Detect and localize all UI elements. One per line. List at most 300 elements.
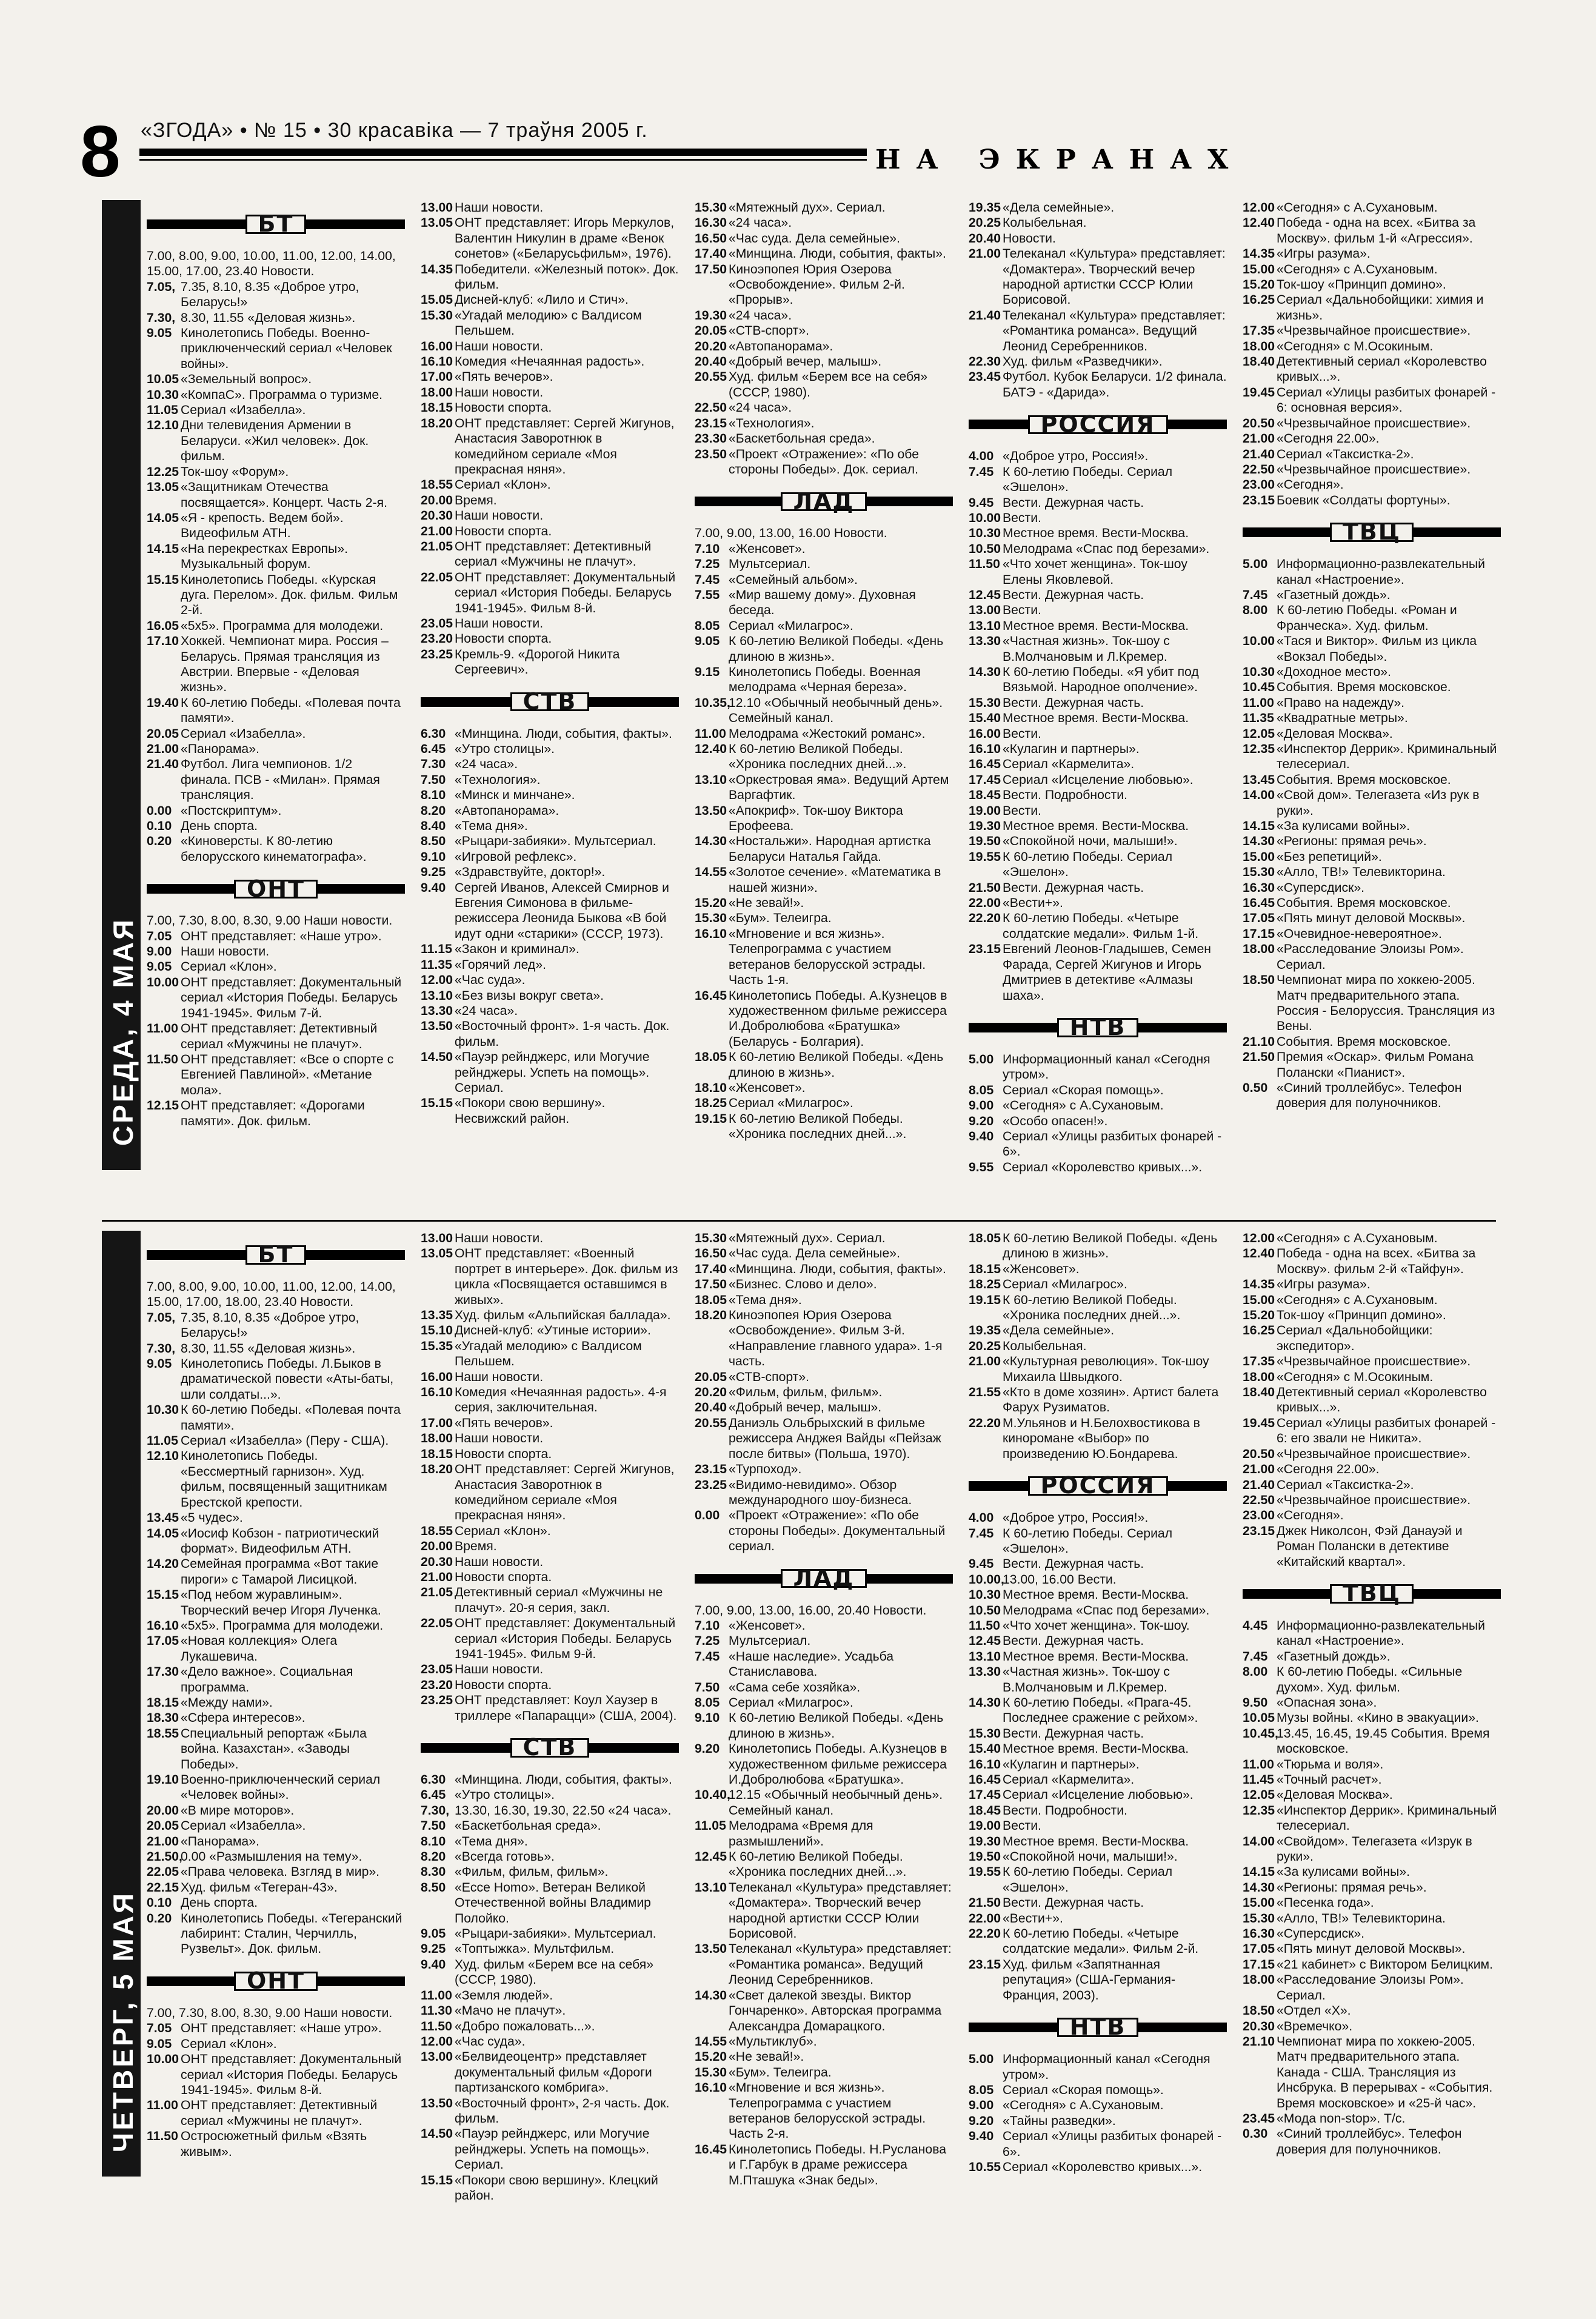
program-entry [1243,477,1501,492]
program-title: Евгений Леонов-Гладышев, Семен Фарада, Сергей Жигунов и Игорь Дмитриев в детективе «Алмазы шаха». [1003,942,1211,1003]
program-time: 6.45 [421,1788,446,1802]
program-entry [421,1003,679,1019]
program-title: Сериал «Улицы разбитых фонарей - 6: основная версия». [1277,385,1496,415]
program-time: 12.00 [421,973,453,988]
program-title: «Сегодня» с А.Сухановым. [1277,1293,1438,1307]
channel-logo [969,1467,1227,1505]
program-title: «Чрезвычайное происшествие». [1277,1447,1471,1461]
program-entry [421,1678,679,1693]
channel-logo [147,205,405,244]
program-title: «Сфера интересов». [181,1711,306,1725]
program-time: 23.05 [421,1662,453,1677]
program-time: 19.50 [969,1850,1001,1864]
program-entry [1243,1710,1501,1725]
program-title: Кинолетопись Победы. Военно-приключенческий сериал «Человек войны». [181,326,392,371]
program-entry [1243,1618,1501,1649]
program-time: 18.55 [147,1726,179,1741]
program-entry [147,1052,405,1098]
program-entry [421,1693,679,1724]
program-title: ОНТ представляет: «Все о спорте с Евгенией Павлиной». «Метание мола». [181,1052,394,1097]
program-time: 22.50 [695,401,727,415]
program-entry [1243,2019,1501,2034]
program-entry [147,803,405,818]
program-entry [969,587,1227,603]
program-entry [695,1649,953,1680]
program-time: 0.10 [147,819,172,834]
program-time: 23.15 [969,1957,1001,1972]
program-time: 20.50 [1243,1447,1275,1461]
program-time: 20.55 [695,1416,727,1430]
program-title: День спорта. [181,1896,258,1910]
program-title: К 60-летию Победы. «Сильные духом». Худ. фильм. [1277,1665,1463,1695]
program-entry [695,895,953,911]
program-title: Местное время. Вести-Москва. [1003,526,1189,541]
program-entry [147,695,405,726]
program-title: «КомпаС». Программа о туризме. [181,387,383,402]
program-time: 16.00 [421,339,453,353]
program-time: 12.05 [1243,726,1275,741]
program-time: 11.00 [147,1022,178,1036]
program-time: 15.30 [695,911,727,926]
program-entry [421,957,679,972]
program-title: «Что хочет женщина». Ток-шоу. [1003,1618,1190,1633]
program-title: Местное время. Вести-Москва. [1003,1649,1189,1664]
program-time: 20.05 [695,1370,727,1384]
program-title: Сериал «Скорая помощь». [1003,2083,1164,2097]
program-time: 13.00 [421,1231,453,1245]
program-entry [695,1308,953,1370]
program-entry [147,1310,405,1341]
program-title: События. Время московское. [1277,772,1451,787]
program-time: 5.00 [969,2052,994,2067]
program-title: «За кулисами войны». [1277,1865,1410,1879]
program-time: 21.50 [969,880,1001,895]
program-title: «24 часа». [729,401,792,415]
program-title: Сериал «Королевство кривых...». [1003,1160,1203,1174]
program-title: Информационный канал «Сегодня утром». [1003,1052,1210,1082]
program-entry [147,1448,405,1510]
program-time: 21.05 [421,1585,453,1600]
program-entry [147,1098,405,1129]
program-time: 11.50 [147,1052,178,1066]
program-time: 17.15 [1243,1957,1275,1972]
program-title: «Мультиклуб». [729,2034,817,2049]
program-time: 9.45 [969,495,994,510]
program-time: 7.10 [695,1618,720,1633]
program-time: 14.55 [695,865,727,880]
program-title: «Сегодня» с М.Осокиным. [1277,339,1434,353]
program-time: 13.30 [421,1003,453,1018]
program-entry [147,929,405,944]
program-entry [695,1508,953,1554]
program-entry [1243,1649,1501,1664]
program-time: 10.45, [1243,1726,1278,1741]
program-title: «Квадратные метры». [1277,711,1408,726]
program-entry [1243,1787,1501,1802]
program-time: 23.25 [421,647,453,661]
program-entry [969,1957,1227,2003]
program-time: 10.40, [695,1788,730,1802]
program-entry [147,1510,405,1525]
program-time: 20.25 [969,216,1001,230]
program-time: 16.25 [1243,293,1275,307]
program-entry [421,772,679,788]
program-entry [695,447,953,478]
program-time: 11.00 [147,2098,178,2113]
program-title: Колыбельная. [1003,1339,1087,1353]
program-time: 14.20 [147,1557,179,1571]
program-time: 7.45 [1243,1649,1268,1664]
program-entry [1243,1880,1501,1895]
program-entry [421,2034,679,2049]
program-time: 13.10 [421,988,453,1003]
day-block-wednesday [147,200,1504,1175]
program-time: 4.00 [969,1511,994,1525]
program-time: 10.00 [1243,634,1275,649]
program-time: 21.00 [147,1834,179,1849]
program-entry [695,2034,953,2049]
program-title: Вести. Дежурная часть. [1003,1896,1144,1910]
program-title: «Пять минут деловой Москвы». [1277,911,1466,926]
program-entry [147,1849,405,1864]
program-time: 7.30, [147,1341,176,1356]
program-time: 10.30 [969,526,1001,541]
program-title: «Сегодня» с М.Осокиным. [1277,1370,1434,1384]
program-title: «Тема дня». [455,819,528,834]
program-time: 23.45 [1243,2111,1275,2126]
program-entry [1243,1957,1501,1972]
program-time: 23.45 [969,370,1001,384]
program-title: К 60-летию Великой Победы. «Хроника последних дней...». [729,1850,907,1879]
program-time: 18.05 [695,1293,727,1307]
program-entry [421,1524,679,1539]
program-title: Вести. [1003,510,1041,525]
program-time: 21.00 [1243,432,1275,446]
program-time: 16.10 [695,2081,727,2095]
program-time: 16.10 [695,926,727,941]
program-entry [1243,772,1501,788]
program-time: 8.10 [421,1834,446,1849]
program-title: «Дела семейные». [1003,201,1115,215]
program-title: Колыбельная. [1003,216,1087,230]
program-time: 14.00 [1243,1834,1275,1849]
program-time: 13.50 [421,2096,453,2110]
program-time: 22.00 [969,896,1001,911]
program-title: «Оркестровая яма». Ведущий Артем Варгафтик. [729,772,949,803]
program-entry [695,1988,953,2034]
program-title: М.Ульянов и Н.Белохвостикова в киноромане «Выбор» по произведению Ю.Бондарева. [1003,1416,1200,1461]
program-time: 15.35 [421,1339,453,1353]
program-entry [147,418,405,464]
program-title: Детективный сериал «Королевство кривых...». [1277,1385,1487,1415]
program-title: «Покори свою вершину». Несвижский район. [455,1096,606,1126]
channel-logo [969,1008,1227,1047]
program-title: События. Время московское. [1277,896,1451,911]
program-time: 19.00 [969,803,1001,818]
program-entry [421,1049,679,1096]
program-entry [1243,634,1501,664]
program-time: 10.30 [969,1588,1001,1602]
channel-logo [421,683,679,721]
program-time: 19.15 [695,1111,727,1126]
program-time: 7.50 [421,1819,446,1833]
program-entry [421,308,679,339]
channel-name: ЛАД [781,492,867,511]
program-title: «Панорама». [181,742,259,756]
program-time: 21.10 [1243,1034,1275,1049]
program-time: 7.45 [969,464,994,479]
program-entry [1243,1293,1501,1308]
program-entry [969,1354,1227,1385]
program-title: Кинолетопись Победы. Н.Русланова и Г.Гарбук в драме режиссера М.Пташука «Знак беды». [729,2142,947,2187]
program-title: Вести. Дежурная часть. [1003,1557,1144,1571]
program-entry [147,1911,405,1957]
program-title: К 60-летию Победы. «Я убит под Вязьмой. Народное ополчение». [1003,664,1199,695]
program-time: 21.10 [1243,2034,1275,2049]
program-entry [695,1262,953,1277]
program-entry [695,1880,953,1942]
program-entry [695,339,953,354]
channel-logo [147,1962,405,2001]
program-title: 7.35, 8.10, 8.35 «Доброе утро, Беларусь!» [181,1310,359,1340]
program-title: Ток-шоу «Форум». [181,464,289,479]
program-title: «Права человека. Взгляд в мир». [181,1865,380,1879]
program-entry [1243,2111,1501,2126]
program-title: К 60-летию Победы. «Прага-45. Последнее сражение с рейхом». [1003,1695,1198,1725]
program-title: «Суперсдиск». [1277,1927,1365,1941]
program-title: «Отдел «Х». [1277,2004,1351,2018]
program-time: 20.40 [695,1400,727,1415]
program-entry [147,834,405,865]
program-entry [969,510,1227,526]
program-entry [421,2126,679,2172]
program-title: «На перекрестках Европы». Музыкальный форум. [181,541,349,572]
program-time: 18.40 [1243,355,1275,369]
program-title: 0.00 «Размышления на тему». [181,1850,362,1864]
program-time: 18.30 [147,1711,179,1725]
program-time: 12.10 [147,418,179,433]
program-title: Мелодрама «Спас под березами». [1003,541,1210,556]
program-entry [147,510,405,541]
program-entry [695,911,953,926]
program-entry [1243,1049,1501,1080]
program-title: «Закон и криминал». [455,942,579,957]
program-time: 14.15 [1243,819,1275,834]
program-entry [147,2098,405,2129]
program-entry [969,1277,1227,1292]
program-entry [1243,711,1501,726]
program-title: «Ecce Homo». Ветеран Великой Отечественной войны Владимир Полойко. [455,1880,651,1926]
program-title: «Кулагин и партнеры». [1003,742,1140,756]
program-entry [969,788,1227,803]
program-entry [969,818,1227,834]
channel-logo [147,1236,405,1274]
program-title: «Баскетбольная среда». [729,432,875,446]
program-title: «Игры разума». [1277,247,1371,261]
program-time: 15.20 [695,896,727,911]
program-title: «Бум». Телеигра. [729,2065,832,2080]
program-title: Кинолетопись Победы. Военная мелодрама «Черная береза». [729,664,921,695]
program-time: 11.50 [147,2129,178,2144]
program-title: ОНТ представляет: Коул Хаузер в триллере «Папарацци» (США, 2004). [455,1693,677,1723]
program-title: Сергей Иванов, Алексей Смирнов и Евгения Симонова в фильме-режиссера Леонида Быкова «В бой идут одни «старики» (СССР, 1973). [455,880,670,941]
program-entry [695,1049,953,1080]
program-time: 14.50 [421,1050,453,1065]
channel-name: ЛАД [781,1569,867,1588]
program-entry [695,308,953,323]
program-entry [421,1818,679,1833]
program-title: «Фильм, фильм, фильм». [729,1385,883,1400]
program-time: 16.00 [969,726,1001,741]
program-time: 5.00 [969,1052,994,1066]
program-title: «Женсовет». [729,1080,806,1095]
program-entry [1243,277,1501,292]
program-title: Победители. «Железный поток». Док. фильм. [455,262,679,292]
program-title: Комедия «Нечаянная радость». 4-я серия, заключительная. [455,1385,667,1415]
program-time: 16.00 [421,1370,453,1384]
program-time: 14.15 [1243,1865,1275,1879]
program-entry [969,772,1227,788]
program-title: «СТВ-спорт». [729,1370,810,1384]
program-entry [969,369,1227,400]
program-entry [1243,695,1501,711]
program-entry [1243,1462,1501,1477]
program-entry [1243,1370,1501,1385]
program-title: «Игры разума». [1277,1277,1371,1292]
program-entry [147,944,405,959]
program-title: «Право на надежду». [1277,695,1405,710]
program-time: 17.05 [147,1634,179,1648]
program-entry [421,1447,679,1462]
program-entry [969,664,1227,695]
program-entry [421,1941,679,1956]
program-entry [969,834,1227,849]
program-title: Вести. Дежурная часть. [1003,1634,1144,1648]
program-time: 17.50 [695,262,727,276]
program-time: 12.40 [1243,216,1275,230]
program-time: 11.00 [421,1988,452,2003]
program-entry [969,1834,1227,1849]
program-entry [695,416,953,431]
program-title: «Тема дня». [729,1293,802,1307]
program-time: 20.05 [695,324,727,338]
program-title: «Мачо не плачут». [455,2004,566,2018]
program-entry [695,431,953,446]
program-time: 17.05 [1243,1942,1275,1956]
channel-name: РОССИЯ [1028,1476,1168,1495]
program-entry [969,1618,1227,1633]
program-time: 17.45 [969,772,1001,787]
program-time: 11.05 [147,1434,178,1448]
program-time: 11.35 [1243,711,1274,726]
schedule-column [695,200,953,1175]
program-entry [969,911,1227,942]
program-time: 16.45 [969,757,1001,772]
program-title: «Бизнес. Слово и дело». [729,1277,877,1292]
program-entry [969,2113,1227,2129]
program-time: 11.50 [969,1618,1000,1633]
program-title: 7.00, 8.00, 9.00, 10.00, 11.00, 12.00, 14.00, 15.00, 17.00, 23.40 Новости. [147,249,396,279]
program-title: «Пауэр рейнджерс, или Могучие рейнджеры. Успеть на помощь». Сериал. [455,1050,650,1095]
channel-name: ОНТ [234,880,318,898]
program-title: Чемпионат мира по хоккею-2005. Матч предварительного этапа. Канада - США. Трансляция из Инсбрука. В перерывах - «События. Время московское» и «25-й час». [1277,2034,1493,2110]
program-time: 16.45 [969,1773,1001,1787]
program-title: Вести. [1003,603,1041,618]
program-time: 13.00 [421,2050,453,2064]
program-entry [1243,1972,1501,2003]
program-entry [1243,1726,1501,1757]
program-title: Местное время. Вести-Москва. [1003,711,1189,726]
program-entry [421,2096,679,2127]
program-time: 0.10 [147,1896,172,1910]
program-entry [147,572,405,618]
program-title: «Утро столицы». [455,1788,555,1802]
program-time: 14.50 [421,2127,453,2141]
program-entry [969,1695,1227,1726]
program-title: «Я - крепость. Ведем бой». Видеофильм АТН. [181,510,344,541]
program-time: 21.50 [969,1896,1001,1910]
program-entry [695,772,953,803]
program-time: 16.25 [1243,1323,1275,1338]
program-time: 21.00 [1243,1462,1275,1477]
program-entry [147,1433,405,1448]
program-time: 9.25 [421,865,446,880]
program-entry [1243,1493,1501,1508]
program-title: «Без репетиций». [1277,849,1382,864]
program-entry [421,1772,679,1787]
program-entry [695,557,953,572]
program-time: 9.15 [695,664,720,679]
program-title: «Между нами». [181,1695,273,1710]
program-entry [969,215,1227,230]
program-title: «Баскетбольная среда». [455,1819,601,1833]
program-entry [421,942,679,957]
program-title: «Видимо-невидимо». Обзор международного шоу-бизнеса. [729,1477,912,1507]
program-time: 7.25 [695,1634,720,1648]
program-entry [695,618,953,634]
program-time: 8.10 [421,788,446,803]
program-title: «Сегодня». [1277,478,1344,492]
program-entry [969,308,1227,354]
program-time: 16.45 [1243,896,1275,911]
program-title: «5х5». Программа для молодежи. [181,618,384,633]
program-title: 7.00, 8.00, 9.00, 10.00, 11.00, 12.00, 14.00, 15.00, 17.00, 18.00, 23.40 Новости. [147,1280,396,1310]
program-title: ОНТ представляет: Документальный сериал «История Победы. Беларусь 1941-1945». Фильм 8-й. [455,570,676,615]
program-time: 0.20 [147,1911,172,1926]
program-entry [421,200,679,215]
program-time: 14.35 [1243,247,1275,261]
program-time: 12.35 [1243,1803,1275,1818]
program-entry [969,557,1227,587]
program-title: ОНТ представляет: Игорь Меркулов, Валентин Никулин в драме «Венок сонетов» («Беларусьфильм», 1976). [455,216,675,261]
program-time: 21.50 [1243,1050,1275,1065]
program-title: Худ. фильм «Берем все на себя» (СССР, 1980). [729,370,928,400]
program-time: 16.10 [969,742,1001,756]
program-entry [147,1279,405,1310]
program-entry [1243,1772,1501,1787]
program-entry [695,526,953,541]
program-entry [421,757,679,772]
program-time: 7.05 [147,929,172,943]
program-time: 19.45 [1243,1416,1275,1430]
program-title: Сериал «Изабелла». [181,1819,306,1833]
program-time: 9.10 [695,1711,720,1725]
program-time: 18.00 [421,1431,453,1446]
program-title: «Рыцари-забияки». Мультсериал. [455,1927,656,1941]
program-title: События. Время московское. [1277,680,1451,695]
program-entry [695,1416,953,1462]
program-time: 21.40 [1243,1477,1275,1492]
